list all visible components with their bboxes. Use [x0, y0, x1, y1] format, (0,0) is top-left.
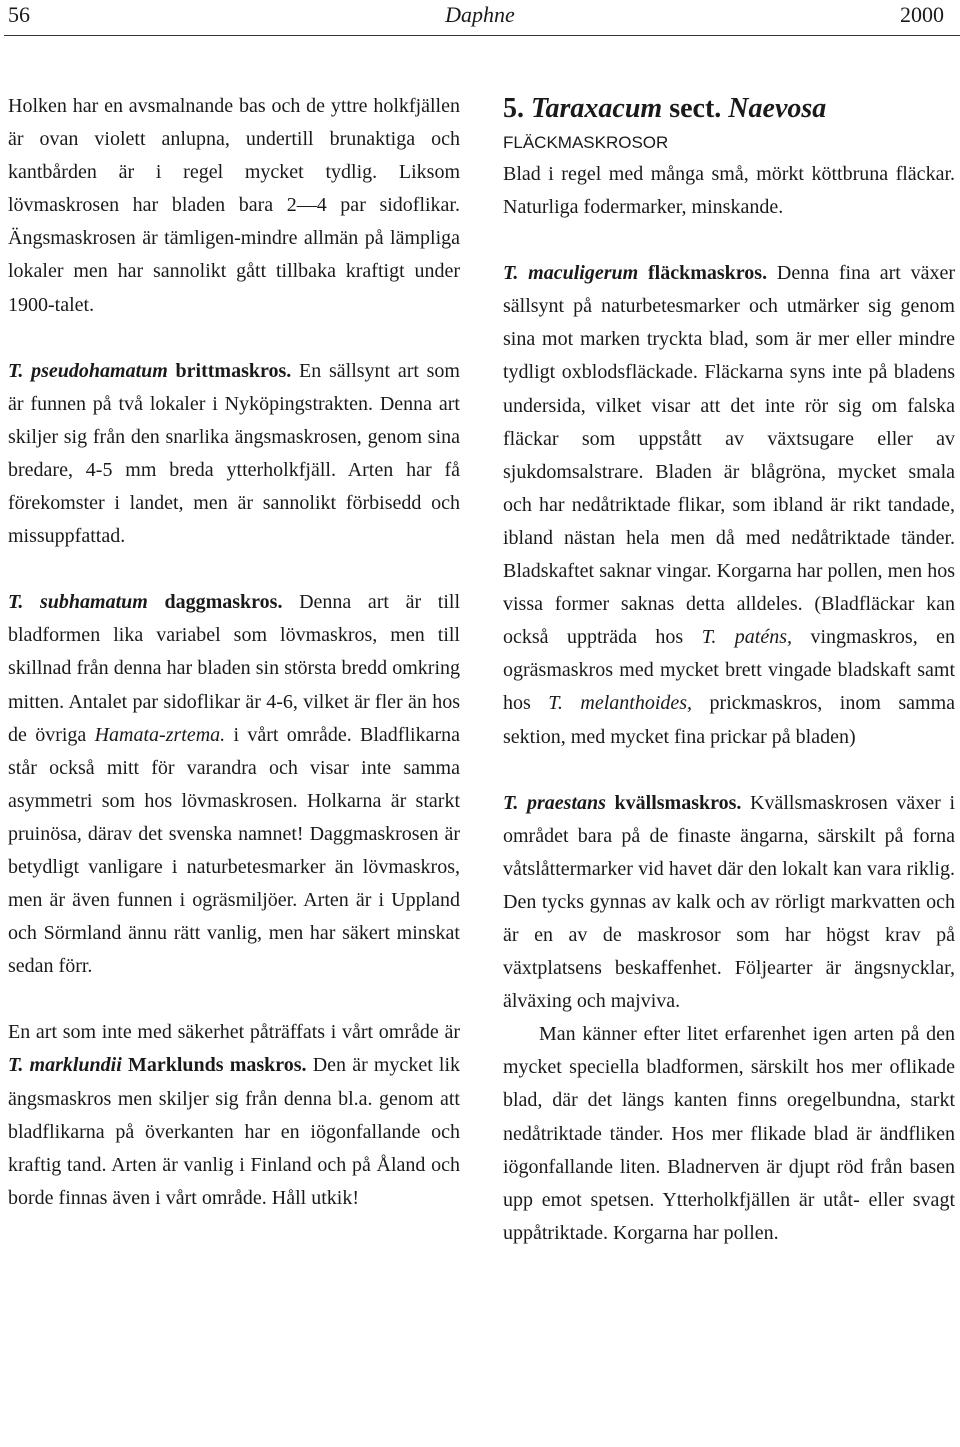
section-heading: [503, 90, 955, 128]
paragraph-text: i vårt område. Bladflikarna står också mitt för varandra och visar inte samma asymmetri som hos lövmaskrosen. Holkarna är starkt pruinösa, därav det svenska namnet! Daggmaskrosen är betydligt vanligare i naturbetesmarker än lövmaskros, men är även funnen i ogräsmiljöer. Arten är i Uppland och Sörmland ännu rätt vanlig, men har säkert minskat sedan förr.: [8, 723, 460, 978]
paragraph-text: Kvällsmaskrosen växer i området bara på de finaste ängarna, särskilt på forna våtslåttermarker vid havet där den lokalt kan vara riklig. Den tycks gynnas av kalk och av rörligt markvatten och är en av de maskrosor som har högst krav på växtplatsens beskaffenhet. Följearter är ängsnycklar, älväxing och majviva.: [503, 791, 956, 1013]
paragraph-maculigerum: [503, 257, 955, 753]
paragraph-text: Denna fina art växer sällsynt på naturbetesmarker och utmärker sig genom sina mot marken tryckta blad, som är mer eller mindre tydligt oxblodsfläckade. Fläckarna syns inte på bladens undersida, vilket visar att det inte rör sig om falska fläckar som uppstått av växtsugare eller av sjukdomsalstrare. Bladen är blågröna, mycket smala och har nedåtriktade flikar, som ibland är rikt tandade, ibland nästan hela men då med nedåtriktade tänder. Bladskaftet saknar vingar. Korgarna har pollen, men hos vissa former saknas detta alldeles. (Bladfläckar kan också uppträda hos: [503, 262, 956, 649]
paragraph-text: En art som inte med säkerhet påträffats i vårt område är: [8, 1021, 460, 1044]
paragraph-text: vingmaskros, en ogräsmaskros med mycket brett vingade bladskaft samt hos: [503, 626, 956, 715]
header-rule: [4, 35, 960, 36]
italic-term: Hamata-zrtema.: [94, 723, 226, 746]
section-number: 5.: [503, 93, 524, 124]
paragraph-holken: Holken har en avsmalnande bas och de yttre holkfjällen är ovan violett anlupna, undertill brunaktiga och kantbården är i regel mycket tydlig. Liksom lövmaskrosen har bladen bara 2—4 par sidoflikar. Ängsmaskrosen är tämligen-mindre allmän på lämpliga lokaler men har sannolikt gått tillbaka kraftigt under 1900-talet.: [8, 95, 460, 316]
italic-term: T. paténs,: [701, 626, 793, 649]
common-name: daggmaskros.: [164, 591, 283, 614]
page-number: 56: [8, 2, 30, 27]
species-name: T. praestans: [503, 791, 606, 814]
paragraph-text: prickmaskros, inom samma sektion, med mycket fina prickar på bladen): [503, 692, 955, 748]
paragraph-recognition: Man känner efter litet erfarenhet igen arten på den mycket speciella bladformen, särskilt hos mer oflikade blad, där det längs kanten finns oregelbundna, starkt nedåtriktade tänder. Hos mer flikade blad är ändfliken iögonfallande liten. Bladnerven är djupt röd från basen upp emot spetsen. Ytterholkfjällen är utåt- eller svagt uppåtriktade. Korgarna har pollen.: [503, 1023, 955, 1244]
section-name: Naevosa: [728, 93, 827, 124]
page-header: [0, 0, 960, 34]
common-name: kvällsmaskros.: [614, 791, 742, 814]
paragraph-praestans: [503, 787, 955, 1019]
species-name: T. pseudohamatum: [8, 359, 168, 382]
year: 2000: [900, 2, 944, 27]
paragraph-text: En sällsynt art som är funnen på två lokaler i Nyköpingstrakten. Denna art skiljer sig från den snarlika ängsmaskrosen, genom sina bredare, 4-5 mm breda ytterholkfjäll. Arten har få förekomster i landet, men är sannolikt förbisedd och missuppfattad.: [8, 359, 460, 548]
italic-term: T. melanthoides,: [548, 692, 693, 715]
species-name: T. maculigerum: [503, 262, 639, 285]
section-description: Blad i regel med många små, mörkt köttbruna fläckar. Naturliga fodermarker, minskande.: [503, 163, 955, 219]
species-name: T. subhamatum: [8, 591, 148, 614]
section-word: sect.: [669, 93, 722, 124]
journal-title: Daphne: [445, 2, 515, 27]
right-column: [503, 90, 955, 1250]
paragraph-text: Denna art är till bladformen lika variabel som lövmaskros, men till skillnad från denna har bladen sin största bredd omkring mitten. Antalet par sidoflikar är 4-6, vilket är fler än hos de övriga: [8, 591, 461, 746]
species-name: T. marklundii: [8, 1054, 122, 1077]
paragraph-subhamatum: [8, 586, 460, 983]
section-genus: Taraxacum: [531, 93, 663, 124]
paragraph-pseudohamatum: [8, 355, 460, 554]
left-column: [8, 90, 460, 1215]
common-name: Marklunds maskros.: [127, 1054, 307, 1077]
paragraph-marklundii: [8, 1016, 460, 1215]
common-name: fläckmaskros.: [647, 262, 768, 285]
section-common-name: FLÄCKMASKROSOR: [503, 133, 669, 152]
paragraph-text: Den är mycket lik ängsmaskros men skiljer sig från denna bl.a. genom att bladflikarna på överkanten har en iögonfallande och kraftig tand. Arten är vanlig i Finland och på Åland och borde finnas även i vårt område. Håll utkik!: [8, 1054, 461, 1209]
common-name: brittmaskros.: [175, 359, 292, 382]
